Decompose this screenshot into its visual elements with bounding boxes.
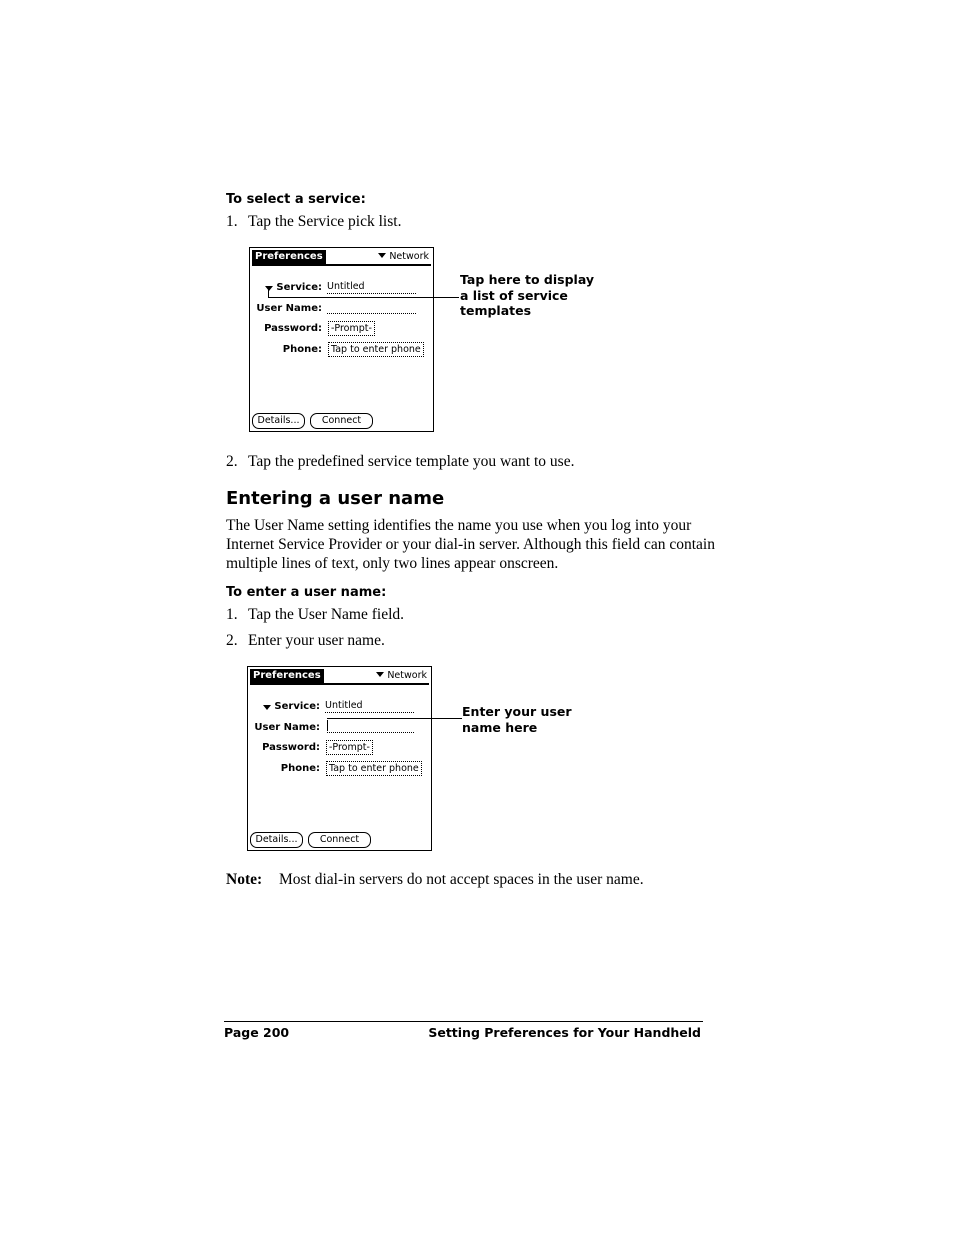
username-label: User Name: [254, 722, 320, 733]
service-underline [325, 712, 414, 713]
title-bar [252, 250, 431, 266]
callout-username-field [462, 704, 572, 735]
phone-field[interactable]: Tap to enter phone [326, 761, 422, 776]
step-number: 1. [226, 213, 238, 230]
callout-line: Tap here to display [460, 272, 595, 287]
footer-page-number: Page 200 [224, 1025, 290, 1040]
password-label: Password: [262, 742, 320, 753]
service-value[interactable]: Untitled [327, 281, 365, 292]
callout-leader-horizontal [268, 297, 459, 298]
phone-label: Phone: [282, 344, 322, 355]
screen-title: Preferences [250, 669, 324, 683]
step-text: Tap the predefined service template you want to use. [248, 453, 575, 470]
title-bar [250, 669, 429, 685]
note [226, 871, 644, 889]
username-field[interactable] [327, 732, 414, 733]
callout-line: name here [462, 719, 538, 735]
callout-line: a list of service [460, 287, 568, 303]
service-value[interactable]: Untitled [325, 700, 363, 711]
footer-rule [224, 1021, 703, 1022]
step-1-select-service [226, 213, 401, 231]
note-label: Note: [226, 871, 263, 888]
password-field[interactable]: -Prompt- [326, 740, 373, 755]
username-label: User Name: [256, 303, 322, 314]
screen-title: Preferences [252, 250, 326, 264]
service-label: Service: [276, 282, 322, 293]
footer-chapter-title: Setting Preferences for Your Handheld [428, 1025, 701, 1040]
procedure-heading-select-service: To select a service: [226, 192, 366, 207]
panel-label: Network [389, 251, 429, 262]
panel-picker[interactable] [376, 669, 427, 683]
step-number: 1. [226, 606, 238, 623]
section-heading: Entering a user name [226, 488, 445, 509]
step-text: Tap the Service pick list. [248, 213, 402, 230]
callout-service-picklist [460, 272, 594, 319]
triangle-down-icon [376, 672, 384, 677]
palm-screen-username [247, 666, 432, 851]
step-text: Tap the User Name field. [248, 606, 405, 623]
callout-leader-vertical [268, 289, 269, 297]
connect-button[interactable]: Connect [310, 413, 373, 429]
service-label: Service: [274, 701, 320, 712]
procedure-heading-enter-username: To enter a user name: [226, 585, 387, 600]
step-2-enter-username [226, 632, 385, 650]
phone-label: Phone: [280, 763, 320, 774]
step-number: 2. [226, 453, 238, 470]
step-number: 2. [226, 632, 238, 649]
connect-button[interactable]: Connect [308, 832, 371, 848]
details-button[interactable]: Details... [250, 832, 303, 848]
step-1-enter-username [226, 606, 404, 624]
details-button[interactable]: Details... [252, 413, 305, 429]
service-underline [327, 293, 416, 294]
phone-field[interactable]: Tap to enter phone [328, 342, 424, 357]
text-cursor [327, 720, 328, 731]
panel-picker[interactable] [378, 250, 429, 264]
palm-screen-service [249, 247, 434, 432]
callout-line: Enter your user [462, 704, 572, 719]
panel-label: Network [387, 670, 427, 681]
password-label: Password: [264, 323, 322, 334]
section-paragraph: The User Name setting identifies the name you use when you log into your Internet Service Provider or your dial-in server. Although this field can contain multiple lines of text, only two lines appear onscreen. [226, 517, 715, 572]
password-field[interactable]: -Prompt- [328, 321, 375, 336]
callout-leader-horizontal [327, 718, 462, 719]
triangle-down-icon [378, 253, 386, 258]
username-field[interactable] [327, 313, 416, 314]
step-text: Enter your user name. [248, 632, 385, 649]
step-2-select-service [226, 453, 574, 471]
note-text: Most dial-in servers do not accept spaces in the user name. [279, 871, 644, 888]
callout-line: templates [460, 303, 532, 318]
